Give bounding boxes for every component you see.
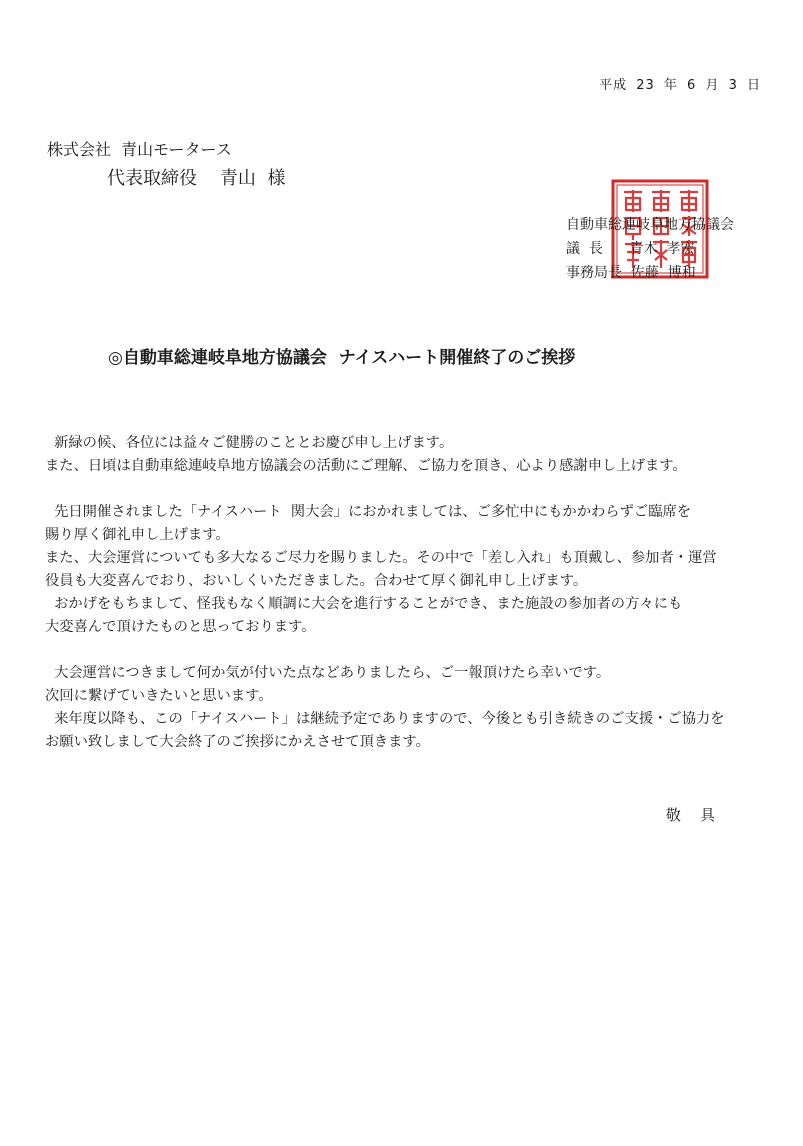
body-line: 先日開催されました「ナイスハート 関大会」におかれましては、ご多忙中にもかかわらずご臨席を bbox=[45, 504, 692, 520]
letter-body bbox=[45, 432, 785, 754]
body-line: 大変喜んで頂けたものと思っております。 bbox=[45, 619, 316, 635]
body-line: 賜り厚く御礼申し上げます。 bbox=[45, 527, 230, 543]
letter-date: 平成 23 年 6 月 3 日 bbox=[599, 78, 761, 93]
body-line: 大会運営につきまして何か気が付いた点などありましたら、ご一報頂けたら幸いです。 bbox=[45, 665, 611, 681]
sender-chair: 議 長 青木 孝宏 bbox=[566, 241, 695, 257]
body-line: 次回に繋げていきたいと思います。 bbox=[45, 688, 273, 704]
body-line: おかげをもちまして、怪我もなく順調に大会を進行することができ、また施設の参加者の方々にも bbox=[45, 596, 683, 612]
body-line: また、日頃は自動車総連岐阜地方協議会の活動にご理解、ご協力を頂き、心より感謝申し上げます。 bbox=[45, 458, 687, 474]
recipient-person: 代表取締役 青山 様 bbox=[107, 168, 286, 189]
recipient-company: 株式会社 青山モータース bbox=[47, 140, 232, 159]
body-line: 来年度以降も、この「ナイスハート」は継続予定でありますので、今後とも引き続きのご支援・ご協力を bbox=[45, 711, 725, 727]
letter-title: ◎自動車総連岐阜地方協議会 ナイスハート開催終了のご挨拶 bbox=[108, 348, 576, 368]
closing-keigu: 敬 具 bbox=[665, 806, 715, 824]
sender-block bbox=[566, 213, 734, 285]
body-line: お願い致しまして大会終了のご挨拶にかえさせて頂きます。 bbox=[45, 734, 430, 750]
body-line: 新緑の候、各位には益々ご健勝のこととお慶び申し上げます。 bbox=[45, 435, 454, 451]
sender-organization: 自動車総連岐阜地方協議会 bbox=[566, 217, 734, 233]
body-line: 役員も大変喜んでおり、おいしくいただきました。合わせて厚く御礼申し上げます。 bbox=[45, 573, 588, 589]
body-line: また、大会運営についても多大なるご尽力を賜りました。その中で「差し入れ」も頂戴し、参加者・運営 bbox=[45, 550, 717, 566]
sender-secretary: 事務局長 佐藤 博和 bbox=[566, 265, 696, 281]
